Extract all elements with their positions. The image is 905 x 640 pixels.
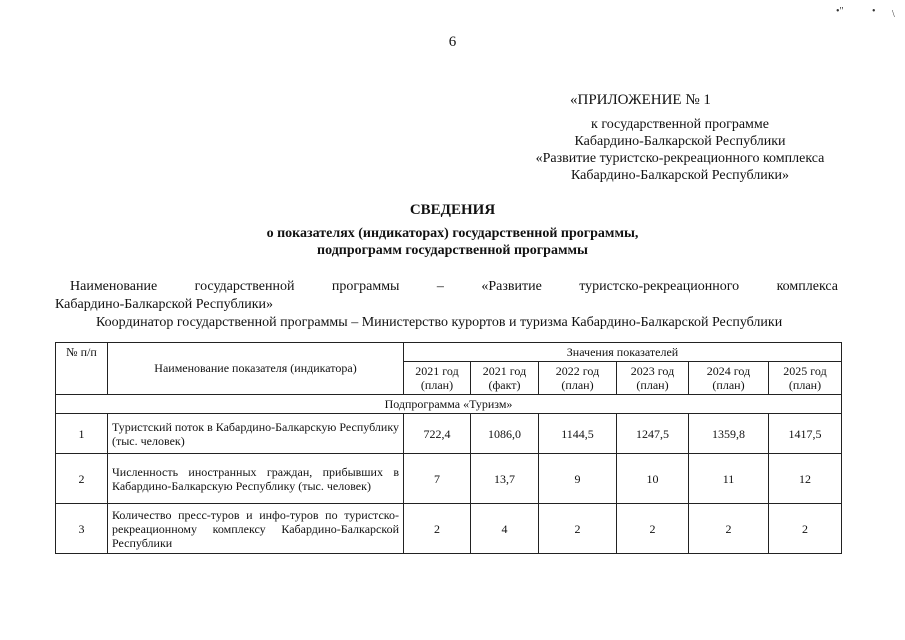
row-number: 2 <box>56 454 108 504</box>
table-row <box>56 504 842 554</box>
program-name-line <box>70 277 838 296</box>
table-row <box>56 454 842 504</box>
appendix-line: «Развитие туристско-рекреационного комплекса <box>535 151 825 166</box>
year-header: 2025 год (план) <box>769 362 842 395</box>
indicator-value: 13,7 <box>471 454 539 504</box>
indicator-value: 2 <box>539 504 617 554</box>
intro-word: «Развитие <box>481 279 542 294</box>
table-header-row <box>56 343 842 362</box>
intro-word: комплекса <box>776 279 838 294</box>
indicator-value: 1144,5 <box>539 414 617 454</box>
appendix-line: Кабардино-Балкарской Республики» <box>571 168 789 183</box>
indicator-value: 10 <box>617 454 689 504</box>
year-header: 2021 год (факт) <box>471 362 539 395</box>
indicator-name: Туристский поток в Кабардино-Балкарскую Республику (тыс. человек) <box>108 414 404 454</box>
appendix-line: к государственной программе <box>591 117 769 132</box>
scan-mark: •" <box>836 6 844 17</box>
subprogram-title: Подпрограмма «Туризм» <box>56 395 842 414</box>
indicator-value: 1086,0 <box>471 414 539 454</box>
document-title: СВЕДЕНИЯ <box>409 202 496 218</box>
year-header: 2023 год (план) <box>617 362 689 395</box>
document-subtitle: о показателях (индикаторах) государственной программы, <box>266 226 639 241</box>
indicator-value: 2 <box>769 504 842 554</box>
year-header: 2021 год (план) <box>404 362 471 395</box>
indicator-value: 2 <box>617 504 689 554</box>
indicator-value: 1247,5 <box>617 414 689 454</box>
indicator-value: 9 <box>539 454 617 504</box>
indicator-value: 1417,5 <box>769 414 842 454</box>
indicator-value: 11 <box>689 454 769 504</box>
row-number: 1 <box>56 414 108 454</box>
program-name-continuation: Кабардино-Балкарской Республики» <box>55 297 273 312</box>
intro-word: Наименование <box>70 279 158 294</box>
indicator-value: 2 <box>404 504 471 554</box>
indicator-value: 1359,8 <box>689 414 769 454</box>
indicator-value: 2 <box>689 504 769 554</box>
document-subtitle: подпрограмм государственной программы <box>317 243 588 258</box>
coordinator-line: Координатор государственной программы – Министерство курортов и туризма Кабардино-Балкарской Республики <box>96 315 783 330</box>
intro-word: – <box>436 279 444 294</box>
column-header-number: № п/п <box>56 343 108 395</box>
column-header-name: Наименование показателя (индикатора) <box>108 343 404 395</box>
column-header-values: Значения показателей <box>404 343 842 362</box>
year-header: 2022 год (план) <box>539 362 617 395</box>
indicator-name: Количество пресс-туров и инфо-туров по туристско-рекреационному комплексу Кабардино-Балкарской Республики <box>108 504 404 554</box>
indicator-value: 12 <box>769 454 842 504</box>
indicators-table <box>55 342 842 554</box>
scan-mark: \ <box>892 9 895 20</box>
intro-word: туристско-рекреационного <box>579 279 740 294</box>
indicator-value: 4 <box>471 504 539 554</box>
intro-word: программы <box>331 279 400 294</box>
indicator-value: 722,4 <box>404 414 471 454</box>
year-header: 2024 год (план) <box>689 362 769 395</box>
scan-mark: • <box>872 6 876 17</box>
indicator-value: 7 <box>404 454 471 504</box>
appendix-title: «ПРИЛОЖЕНИЕ № 1 <box>570 92 711 108</box>
intro-word: государственной <box>194 279 295 294</box>
table-row <box>56 414 842 454</box>
appendix-line: Кабардино-Балкарской Республики <box>574 134 786 149</box>
subprogram-row <box>56 395 842 414</box>
indicator-name: Численность иностранных граждан, прибывших в Кабардино-Балкарскую Республику (тыс. человек) <box>108 454 404 504</box>
row-number: 3 <box>56 504 108 554</box>
page-number: 6 <box>448 34 457 50</box>
